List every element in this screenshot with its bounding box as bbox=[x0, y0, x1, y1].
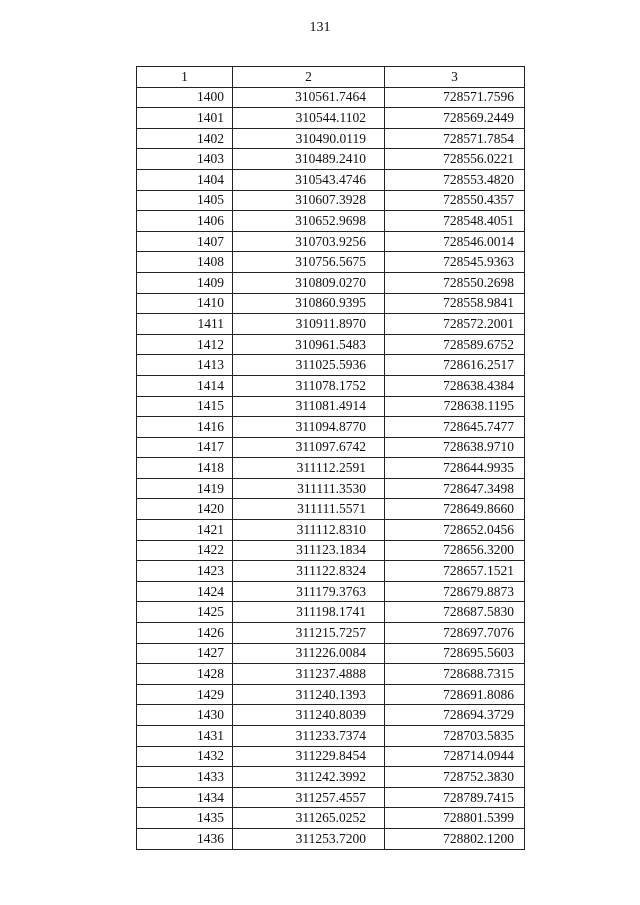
table-row bbox=[137, 664, 525, 685]
table-row bbox=[137, 767, 525, 788]
y-coordinate-cell: 728638.9710 bbox=[385, 437, 525, 458]
x-coordinate-cell: 311025.5936 bbox=[233, 355, 385, 376]
y-coordinate-cell: 728558.9841 bbox=[385, 293, 525, 314]
point-number-cell: 1415 bbox=[137, 396, 233, 417]
point-number-cell: 1407 bbox=[137, 231, 233, 252]
x-coordinate-cell: 310489.2410 bbox=[233, 149, 385, 170]
x-coordinate-cell: 311242.3992 bbox=[233, 767, 385, 788]
y-coordinate-cell: 728550.4357 bbox=[385, 190, 525, 211]
x-coordinate-cell: 311112.2591 bbox=[233, 458, 385, 479]
table-row bbox=[137, 231, 525, 252]
x-coordinate-cell: 311265.0252 bbox=[233, 808, 385, 829]
point-number-cell: 1435 bbox=[137, 808, 233, 829]
x-coordinate-cell: 310652.9698 bbox=[233, 211, 385, 232]
x-coordinate-cell: 310490.0119 bbox=[233, 128, 385, 149]
column-header-3: 3 bbox=[385, 67, 525, 88]
point-number-cell: 1428 bbox=[137, 664, 233, 685]
point-number-cell: 1412 bbox=[137, 334, 233, 355]
table-row bbox=[137, 108, 525, 129]
table-row bbox=[137, 396, 525, 417]
point-number-cell: 1408 bbox=[137, 252, 233, 273]
y-coordinate-cell: 728695.5603 bbox=[385, 643, 525, 664]
table-row bbox=[137, 520, 525, 541]
table-row bbox=[137, 252, 525, 273]
y-coordinate-cell: 728545.9363 bbox=[385, 252, 525, 273]
table-row bbox=[137, 581, 525, 602]
y-coordinate-cell: 728571.7854 bbox=[385, 128, 525, 149]
table-row bbox=[137, 334, 525, 355]
point-number-cell: 1431 bbox=[137, 726, 233, 747]
x-coordinate-cell: 311123.1834 bbox=[233, 540, 385, 561]
point-number-cell: 1401 bbox=[137, 108, 233, 129]
y-coordinate-cell: 728550.2698 bbox=[385, 272, 525, 293]
x-coordinate-cell: 311240.8039 bbox=[233, 705, 385, 726]
table-row bbox=[137, 540, 525, 561]
table-row bbox=[137, 128, 525, 149]
y-coordinate-cell: 728688.7315 bbox=[385, 664, 525, 685]
point-number-cell: 1421 bbox=[137, 520, 233, 541]
x-coordinate-cell: 311229.8454 bbox=[233, 746, 385, 767]
point-number-cell: 1430 bbox=[137, 705, 233, 726]
y-coordinate-cell: 728546.0014 bbox=[385, 231, 525, 252]
x-coordinate-cell: 310756.5675 bbox=[233, 252, 385, 273]
x-coordinate-cell: 310961.5483 bbox=[233, 334, 385, 355]
x-coordinate-cell: 311253.7200 bbox=[233, 828, 385, 849]
y-coordinate-cell: 728616.2517 bbox=[385, 355, 525, 376]
table-row bbox=[137, 314, 525, 335]
point-number-cell: 1419 bbox=[137, 478, 233, 499]
y-coordinate-cell: 728703.5835 bbox=[385, 726, 525, 747]
y-coordinate-cell: 728801.5399 bbox=[385, 808, 525, 829]
table-row bbox=[137, 375, 525, 396]
table-row bbox=[137, 643, 525, 664]
y-coordinate-cell: 728752.3830 bbox=[385, 767, 525, 788]
y-coordinate-cell: 728697.7076 bbox=[385, 623, 525, 644]
x-coordinate-cell: 311226.0084 bbox=[233, 643, 385, 664]
table-header bbox=[137, 67, 525, 88]
table-row bbox=[137, 149, 525, 170]
y-coordinate-cell: 728556.0221 bbox=[385, 149, 525, 170]
x-coordinate-cell: 310561.7464 bbox=[233, 87, 385, 108]
y-coordinate-cell: 728714.0944 bbox=[385, 746, 525, 767]
table-row bbox=[137, 787, 525, 808]
point-number-cell: 1400 bbox=[137, 87, 233, 108]
point-number-cell: 1410 bbox=[137, 293, 233, 314]
point-number-cell: 1418 bbox=[137, 458, 233, 479]
x-coordinate-cell: 310543.4746 bbox=[233, 169, 385, 190]
point-number-cell: 1429 bbox=[137, 684, 233, 705]
x-coordinate-cell: 311081.4914 bbox=[233, 396, 385, 417]
header-row bbox=[137, 67, 525, 88]
x-coordinate-cell: 310607.3928 bbox=[233, 190, 385, 211]
x-coordinate-cell: 311198.1741 bbox=[233, 602, 385, 623]
table-row bbox=[137, 746, 525, 767]
coordinates-table bbox=[136, 66, 525, 850]
point-number-cell: 1405 bbox=[137, 190, 233, 211]
table-row bbox=[137, 828, 525, 849]
table-body bbox=[137, 87, 525, 849]
x-coordinate-cell: 311122.8324 bbox=[233, 561, 385, 582]
table-row bbox=[137, 169, 525, 190]
point-number-cell: 1416 bbox=[137, 417, 233, 438]
table-row bbox=[137, 705, 525, 726]
y-coordinate-cell: 728644.9935 bbox=[385, 458, 525, 479]
x-coordinate-cell: 311233.7374 bbox=[233, 726, 385, 747]
table-row bbox=[137, 293, 525, 314]
table-row bbox=[137, 437, 525, 458]
table-row bbox=[137, 458, 525, 479]
table-row bbox=[137, 623, 525, 644]
point-number-cell: 1414 bbox=[137, 375, 233, 396]
table-row bbox=[137, 211, 525, 232]
x-coordinate-cell: 311257.4557 bbox=[233, 787, 385, 808]
point-number-cell: 1420 bbox=[137, 499, 233, 520]
x-coordinate-cell: 311111.3530 bbox=[233, 478, 385, 499]
point-number-cell: 1424 bbox=[137, 581, 233, 602]
point-number-cell: 1434 bbox=[137, 787, 233, 808]
y-coordinate-cell: 728548.4051 bbox=[385, 211, 525, 232]
y-coordinate-cell: 728691.8086 bbox=[385, 684, 525, 705]
x-coordinate-cell: 310703.9256 bbox=[233, 231, 385, 252]
table-row bbox=[137, 87, 525, 108]
table-row bbox=[137, 684, 525, 705]
point-number-cell: 1417 bbox=[137, 437, 233, 458]
table-row bbox=[137, 602, 525, 623]
point-number-cell: 1413 bbox=[137, 355, 233, 376]
point-number-cell: 1403 bbox=[137, 149, 233, 170]
x-coordinate-cell: 311112.8310 bbox=[233, 520, 385, 541]
y-coordinate-cell: 728647.3498 bbox=[385, 478, 525, 499]
y-coordinate-cell: 728789.7415 bbox=[385, 787, 525, 808]
y-coordinate-cell: 728657.1521 bbox=[385, 561, 525, 582]
y-coordinate-cell: 728679.8873 bbox=[385, 581, 525, 602]
point-number-cell: 1427 bbox=[137, 643, 233, 664]
table-row bbox=[137, 808, 525, 829]
x-coordinate-cell: 311094.8770 bbox=[233, 417, 385, 438]
y-coordinate-cell: 728569.2449 bbox=[385, 108, 525, 129]
y-coordinate-cell: 728649.8660 bbox=[385, 499, 525, 520]
x-coordinate-cell: 310911.8970 bbox=[233, 314, 385, 335]
x-coordinate-cell: 310860.9395 bbox=[233, 293, 385, 314]
y-coordinate-cell: 728638.4384 bbox=[385, 375, 525, 396]
x-coordinate-cell: 310809.0270 bbox=[233, 272, 385, 293]
y-coordinate-cell: 728802.1200 bbox=[385, 828, 525, 849]
x-coordinate-cell: 311097.6742 bbox=[233, 437, 385, 458]
x-coordinate-cell: 310544.1102 bbox=[233, 108, 385, 129]
table-row bbox=[137, 355, 525, 376]
y-coordinate-cell: 728687.5830 bbox=[385, 602, 525, 623]
y-coordinate-cell: 728572.2001 bbox=[385, 314, 525, 335]
point-number-cell: 1422 bbox=[137, 540, 233, 561]
x-coordinate-cell: 311237.4888 bbox=[233, 664, 385, 685]
point-number-cell: 1406 bbox=[137, 211, 233, 232]
table-row bbox=[137, 499, 525, 520]
table-row bbox=[137, 272, 525, 293]
y-coordinate-cell: 728652.0456 bbox=[385, 520, 525, 541]
y-coordinate-cell: 728645.7477 bbox=[385, 417, 525, 438]
point-number-cell: 1432 bbox=[137, 746, 233, 767]
point-number-cell: 1402 bbox=[137, 128, 233, 149]
x-coordinate-cell: 311179.3763 bbox=[233, 581, 385, 602]
table-row bbox=[137, 417, 525, 438]
point-number-cell: 1411 bbox=[137, 314, 233, 335]
point-number-cell: 1436 bbox=[137, 828, 233, 849]
point-number-cell: 1425 bbox=[137, 602, 233, 623]
x-coordinate-cell: 311240.1393 bbox=[233, 684, 385, 705]
point-number-cell: 1404 bbox=[137, 169, 233, 190]
table-row bbox=[137, 726, 525, 747]
y-coordinate-cell: 728589.6752 bbox=[385, 334, 525, 355]
table-row bbox=[137, 561, 525, 582]
point-number-cell: 1423 bbox=[137, 561, 233, 582]
y-coordinate-cell: 728694.3729 bbox=[385, 705, 525, 726]
x-coordinate-cell: 311078.1752 bbox=[233, 375, 385, 396]
point-number-cell: 1426 bbox=[137, 623, 233, 644]
column-header-2: 2 bbox=[233, 67, 385, 88]
column-header-1: 1 bbox=[137, 67, 233, 88]
table-row bbox=[137, 190, 525, 211]
y-coordinate-cell: 728638.1195 bbox=[385, 396, 525, 417]
x-coordinate-cell: 311215.7257 bbox=[233, 623, 385, 644]
point-number-cell: 1433 bbox=[137, 767, 233, 788]
x-coordinate-cell: 311111.5571 bbox=[233, 499, 385, 520]
y-coordinate-cell: 728656.3200 bbox=[385, 540, 525, 561]
table-row bbox=[137, 478, 525, 499]
y-coordinate-cell: 728553.4820 bbox=[385, 169, 525, 190]
point-number-cell: 1409 bbox=[137, 272, 233, 293]
y-coordinate-cell: 728571.7596 bbox=[385, 87, 525, 108]
page-number: 131 bbox=[309, 20, 331, 35]
